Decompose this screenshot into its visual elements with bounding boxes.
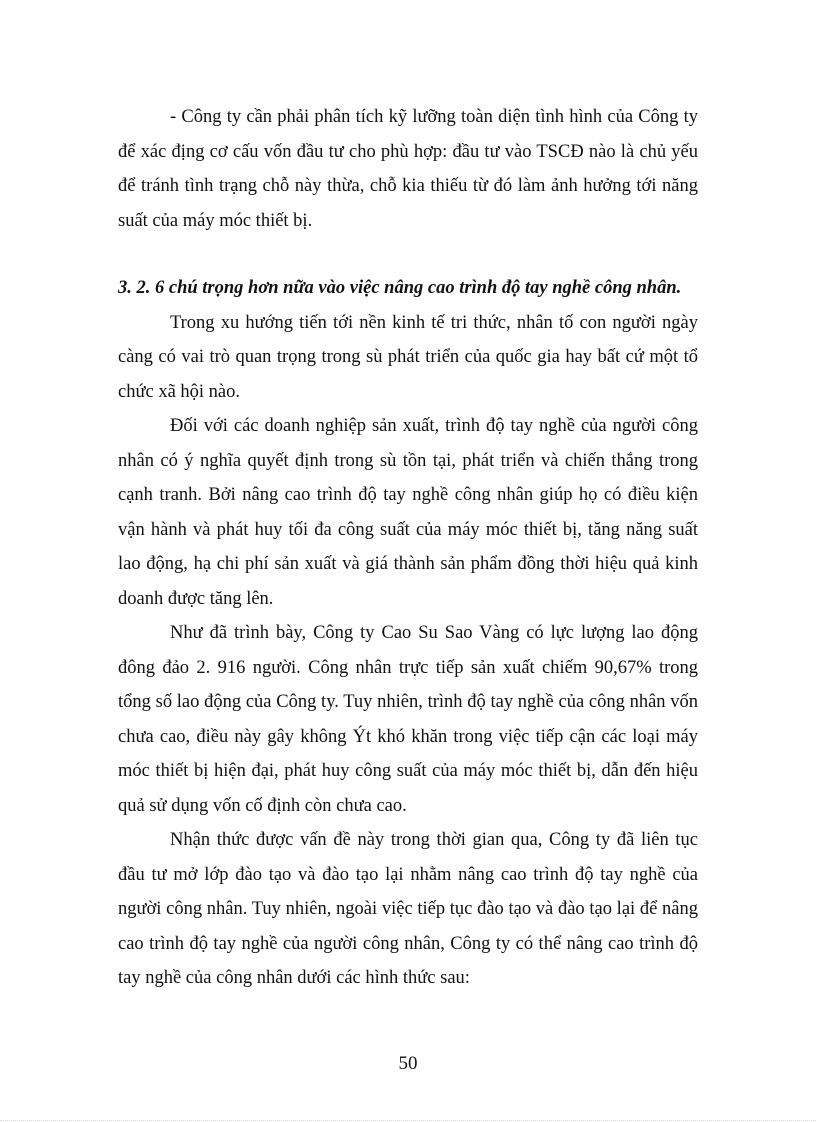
section-heading: 3. 2. 6 chú trọng hơn nữa vào việc nâng cao trình độ tay nghề công nhân. [118,278,682,298]
page-number: 50 [398,1053,418,1074]
paragraph-investment-structure: - Công ty cần phải phân tích kỹ lưỡng toàn diện tình hình của Công ty để xác địng cơ cấu vốn đầu tư cho phù hợp: đầu tư vào TSCĐ nào là chủ yếu để tránh tình trạng chỗ này thừa, chỗ kia thiếu từ đó làm ảnh hưởng tới năng suất của máy móc thiết bị. [118,107,698,231]
page-bottom-divider [0,1120,816,1121]
paragraph-worker-skills: Đối với các doanh nghiệp sản xuất, trình độ tay nghề của người công nhân có ý nghĩa quyết định trong sù tồn tại, phát triển và chiến thắng trong cạnh tranh. Bởi nâng cao trình độ tay nghề công nhân giúp họ có điều kiện vận hành và phát huy tối đa công suất của máy móc thiết bị, tăng năng suất lao động, hạ chi phí sản xuất và giá thành sản phẩm đồng thời hiệu quả kinh doanh được tăng lên. [118,416,698,609]
paragraph-knowledge-economy: Trong xu hướng tiến tới nền kinh tế tri thức, nhân tố con người ngày càng có vai trò quan trọng trong sù phát triển của quốc gia hay bất cứ một tổ chức xã hội nào. [118,312,698,402]
page-body [118,100,698,996]
paragraph-workforce-stats: Như đã trình bày, Công ty Cao Su Sao Vàng có lực lượng lao động đông đảo 2. 916 người. Công nhân trực tiếp sản xuất chiếm 90,67% trong tổng số lao động của Công ty. Tuy nhiên, trình độ tay nghề của công nhân vốn chưa cao, điều này gây không Ýt khó khăn trong việc tiếp cận các loại máy móc thiết bị hiện đại, phát huy công suất của máy móc thiết bị, dẫn đến hiệu quả sử dụng vốn cố định còn chưa cao. [118,623,698,816]
paragraph-training-measures: Nhận thức được vấn đề này trong thời gian qua, Công ty đã liên tục đầu tư mở lớp đào tạo và đào tạo lại nhằm nâng cao trình độ tay nghề của người công nhân. Tuy nhiên, ngoài việc tiếp tục đào tạo và đào tạo lại để nâng cao trình độ tay nghề của người công nhân, Công ty có thể nâng cao trình độ tay nghề của công nhân dưới các hình thức sau: [118,830,698,988]
